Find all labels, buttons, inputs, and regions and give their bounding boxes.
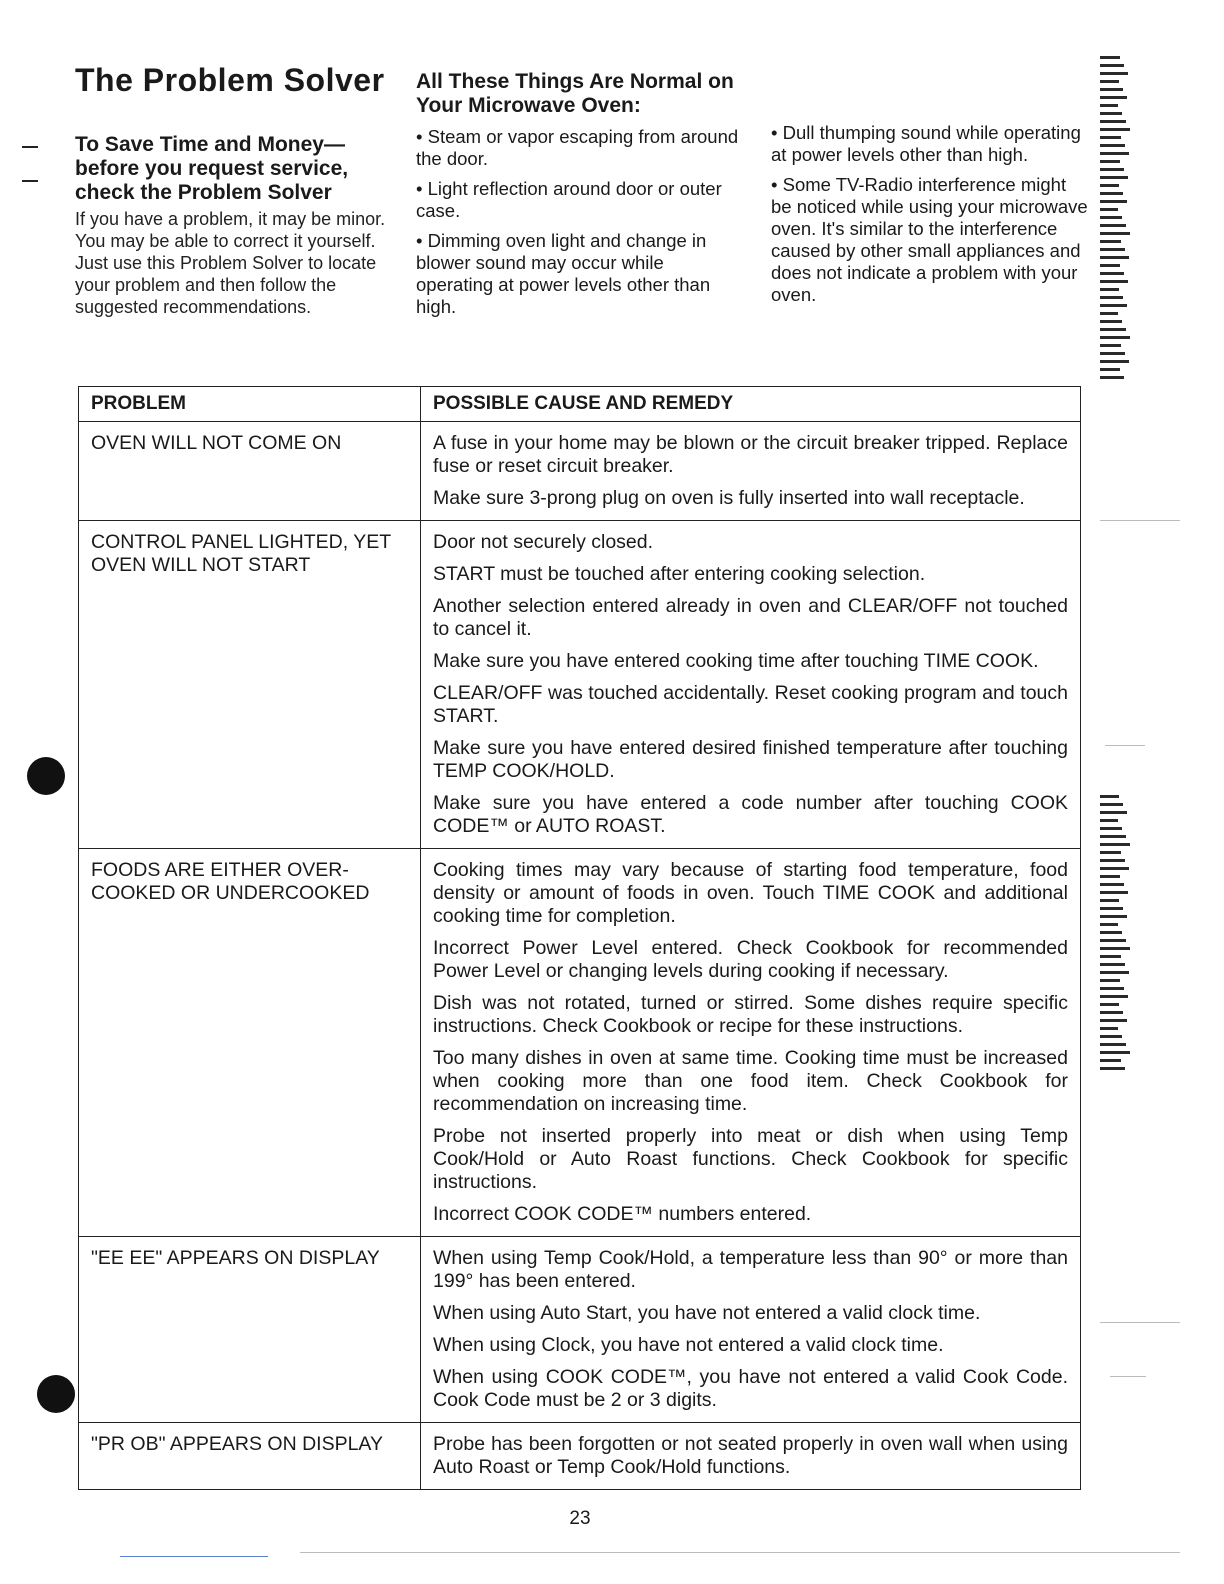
scan-edge-mark <box>1100 56 1120 59</box>
normal-item: • Dimming oven light and change in blower sound may occur while operating at power levels other than high. <box>416 230 711 317</box>
normal-list-left <box>416 126 746 326</box>
normal-list-right <box>771 122 1091 314</box>
scan-edge-mark <box>1100 1035 1122 1038</box>
normal-item: • Steam or vapor escaping from around the door. <box>416 126 739 169</box>
remedy-cell <box>421 521 1081 849</box>
scan-edge-rule <box>1100 520 1180 521</box>
remedy-item: START must be touched after entering cooking selection. <box>433 563 926 585</box>
scan-edge-mark <box>1100 104 1118 107</box>
scan-edge-mark <box>1100 320 1122 323</box>
scan-edge-mark <box>1100 827 1122 830</box>
remedy-item: CLEAR/OFF was touched accidentally. Reset cooking program and touch START. <box>433 682 1068 727</box>
scan-edge-mark <box>1100 200 1127 203</box>
scan-edge-mark <box>1100 1067 1125 1070</box>
remedy-item: Another selection entered already in oven and CLEAR/OFF not touched to cancel it. <box>433 595 1068 640</box>
problem-cell: OVEN WILL NOT COME ON <box>79 422 421 521</box>
scan-edge-mark <box>1100 1011 1123 1014</box>
scan-edge-mark <box>1100 168 1124 171</box>
problem-cell: "EE EE" APPEARS ON DISPLAY <box>79 1237 421 1423</box>
normal-item: • Light reflection around door or outer case. <box>416 178 722 221</box>
scan-edge-mark <box>1100 312 1118 315</box>
remedy-item: Cooking times may vary because of starting food temperature, food density or amount of foods in oven. Touch TIME COOK and additional cooking time for completion. <box>433 859 1068 927</box>
table-header-row <box>79 387 1081 422</box>
bottom-scan-line <box>120 1556 268 1557</box>
scan-edge-mark <box>1100 795 1119 798</box>
remedy-item: When using Clock, you have not entered a valid clock time. <box>433 1334 944 1356</box>
scan-edge-mark <box>1100 368 1120 371</box>
normal-item: • Some TV-Radio interference might be noticed while using your microwave oven. It's similar to the interference caused by other small appliances and does not indicate a problem with your oven. <box>771 174 1088 305</box>
remedy-item: Too many dishes in oven at same time. Cooking time must be increased when cooking more than one food item. Check Cookbook for recommendation on increasing time. <box>433 1047 1068 1115</box>
scan-edge-mark <box>1100 96 1127 99</box>
scan-edge-mark <box>1100 64 1124 67</box>
scan-edge-mark <box>1100 1043 1126 1046</box>
scan-edge-mark <box>1100 120 1126 123</box>
scan-edge-mark <box>1100 224 1126 227</box>
scan-edge-mark <box>1100 883 1124 886</box>
scan-edge-mark <box>1100 1019 1127 1022</box>
scan-edge-mark <box>1100 360 1129 363</box>
page-title: The Problem Solver <box>75 62 385 98</box>
scan-edge-mark <box>1100 851 1121 854</box>
scan-edge-mark <box>1100 899 1119 902</box>
punch-hole <box>27 757 65 795</box>
scan-edge-mark <box>1100 288 1119 291</box>
scan-edge-mark <box>1100 136 1121 139</box>
scan-edge-mark <box>1100 979 1120 982</box>
remedy-cell <box>421 1237 1081 1423</box>
scan-edge-mark <box>1100 915 1127 918</box>
problem-column-header: PROBLEM <box>79 387 421 422</box>
scan-edge-mark <box>1100 296 1123 299</box>
problem-cell: FOODS ARE EITHER OVER-COOKED OR UNDERCOOKED <box>79 849 421 1237</box>
scan-edge-mark <box>1100 955 1121 958</box>
remedy-cell <box>421 422 1081 521</box>
scan-edge-mark <box>1100 112 1122 115</box>
scan-edge-mark <box>1100 232 1130 235</box>
table-row <box>79 521 1081 849</box>
normal-item: • Dull thumping sound while operating at power levels other than high. <box>771 122 1081 165</box>
remedy-item: When using Temp Cook/Hold, a temperature less than 90° or more than 199° has been entered. <box>433 1247 1068 1292</box>
scan-edge-mark <box>1100 128 1130 131</box>
scan-edge-mark <box>1100 280 1128 283</box>
problem-cell: "PR OB" APPEARS ON DISPLAY <box>79 1423 421 1490</box>
bottom-scan-line <box>300 1552 1180 1553</box>
scan-edge-mark <box>1100 328 1126 331</box>
table-row <box>79 1423 1081 1490</box>
scan-edge-mark <box>1100 248 1125 251</box>
scan-edge-rule <box>1110 1376 1146 1377</box>
scan-edge-mark <box>1100 1059 1121 1062</box>
remedy-column-header: POSSIBLE CAUSE AND REMEDY <box>421 387 1081 422</box>
scan-edge-mark <box>1100 1027 1118 1030</box>
scan-edge-mark <box>1100 184 1119 187</box>
table-row <box>79 849 1081 1237</box>
scan-edge-mark <box>1100 256 1129 259</box>
scan-edge-mark <box>1100 963 1125 966</box>
scan-edge-rule <box>1100 1322 1180 1323</box>
remedy-item: Probe has been forgotten or not seated properly in oven wall when using Auto Roast or Temp Cook/Hold functions. <box>433 1433 1068 1478</box>
margin-dash <box>22 146 38 148</box>
scan-edge-mark <box>1100 336 1130 339</box>
scan-edge-mark <box>1100 867 1129 870</box>
scan-edge-mark <box>1100 891 1128 894</box>
scan-edge-mark <box>1100 939 1126 942</box>
remedy-item: Make sure you have entered a code number after touching COOK CODE™ or AUTO ROAST. <box>433 792 1068 837</box>
scan-edge-mark <box>1100 875 1120 878</box>
scan-edge-mark <box>1100 176 1128 179</box>
margin-dash <box>22 180 38 182</box>
scan-edge-mark <box>1100 987 1124 990</box>
scan-edge-mark <box>1100 208 1118 211</box>
intro-paragraph: If you have a problem, it may be minor. You may be able to correct it yourself. Just use this Problem Solver to locate your problem and then follow the suggested recommendations. <box>75 209 386 317</box>
remedy-item: Incorrect Power Level entered. Check Cookbook for recommended Power Level or changing levels during cooking if necessary. <box>433 937 1068 982</box>
scan-edge-mark <box>1100 240 1121 243</box>
scan-edge-mark <box>1100 859 1125 862</box>
scan-edge-mark <box>1100 88 1123 91</box>
remedy-item: Make sure you have entered cooking time after touching TIME COOK. <box>433 650 1039 672</box>
scan-edge-mark <box>1100 819 1118 822</box>
scan-edge-rule <box>1105 745 1145 746</box>
remedy-item: A fuse in your home may be blown or the circuit breaker tripped. Replace fuse or reset circuit breaker. <box>433 432 1068 477</box>
remedy-item: Make sure you have entered desired finished temperature after touching TEMP COOK/HOLD. <box>433 737 1068 782</box>
scan-edge-mark <box>1100 144 1125 147</box>
scan-edge-mark <box>1100 80 1119 83</box>
scan-edge-mark <box>1100 192 1123 195</box>
scan-edge-mark <box>1100 931 1122 934</box>
scan-edge-mark <box>1100 843 1130 846</box>
remedy-item: Make sure 3-prong plug on oven is fully inserted into wall receptacle. <box>433 487 1025 509</box>
scan-edge-mark <box>1100 803 1123 806</box>
save-time-heading: To Save Time and Money— before you request service, check the Problem Solver <box>75 133 349 204</box>
remedy-cell <box>421 1423 1081 1490</box>
problem-solver-table <box>78 386 1081 1490</box>
remedy-cell <box>421 849 1081 1237</box>
scan-edge-mark <box>1100 160 1120 163</box>
scan-edge-mark <box>1100 947 1130 950</box>
scan-edge-mark <box>1100 1003 1119 1006</box>
problem-cell: CONTROL PANEL LIGHTED, YET OVEN WILL NOT START <box>79 521 421 849</box>
scan-edge-mark <box>1100 264 1120 267</box>
normal-things-heading: All These Things Are Normal on Your Microwave Oven: <box>416 70 734 117</box>
scan-edge-mark <box>1100 923 1118 926</box>
scan-edge-mark <box>1100 272 1124 275</box>
scan-edge-mark <box>1100 835 1126 838</box>
remedy-item: Dish was not rotated, turned or stirred. Some dishes require specific instructions. Check Cookbook or recipe for these instructions. <box>433 992 1068 1037</box>
page-number: 23 <box>569 1508 591 1529</box>
punch-hole <box>37 1375 75 1413</box>
scan-edge-mark <box>1100 995 1128 998</box>
scan-edge-mark <box>1100 152 1129 155</box>
remedy-item: When using Auto Start, you have not entered a valid clock time. <box>433 1302 981 1324</box>
scan-edge-mark <box>1100 304 1127 307</box>
remedy-item: Door not securely closed. <box>433 531 654 553</box>
scan-edge-mark <box>1100 376 1124 379</box>
scan-edge-mark <box>1100 907 1123 910</box>
scan-edge-mark <box>1100 72 1128 75</box>
table-row <box>79 422 1081 521</box>
scan-edge-mark <box>1100 344 1121 347</box>
scan-edge-mark <box>1100 971 1129 974</box>
remedy-item: When using COOK CODE™, you have not entered a valid Cook Code. Cook Code must be 2 or 3 digits. <box>433 1366 1068 1411</box>
scan-edge-mark <box>1100 216 1122 219</box>
scan-edge-mark <box>1100 1051 1130 1054</box>
remedy-item: Probe not inserted properly into meat or dish when using Temp Cook/Hold or Auto Roast functions. Check Cookbook for specific instructions. <box>433 1125 1068 1193</box>
remedy-item: Incorrect COOK CODE™ numbers entered. <box>433 1203 812 1225</box>
scan-edge-mark <box>1100 811 1127 814</box>
table-row <box>79 1237 1081 1423</box>
scan-edge-mark <box>1100 352 1125 355</box>
